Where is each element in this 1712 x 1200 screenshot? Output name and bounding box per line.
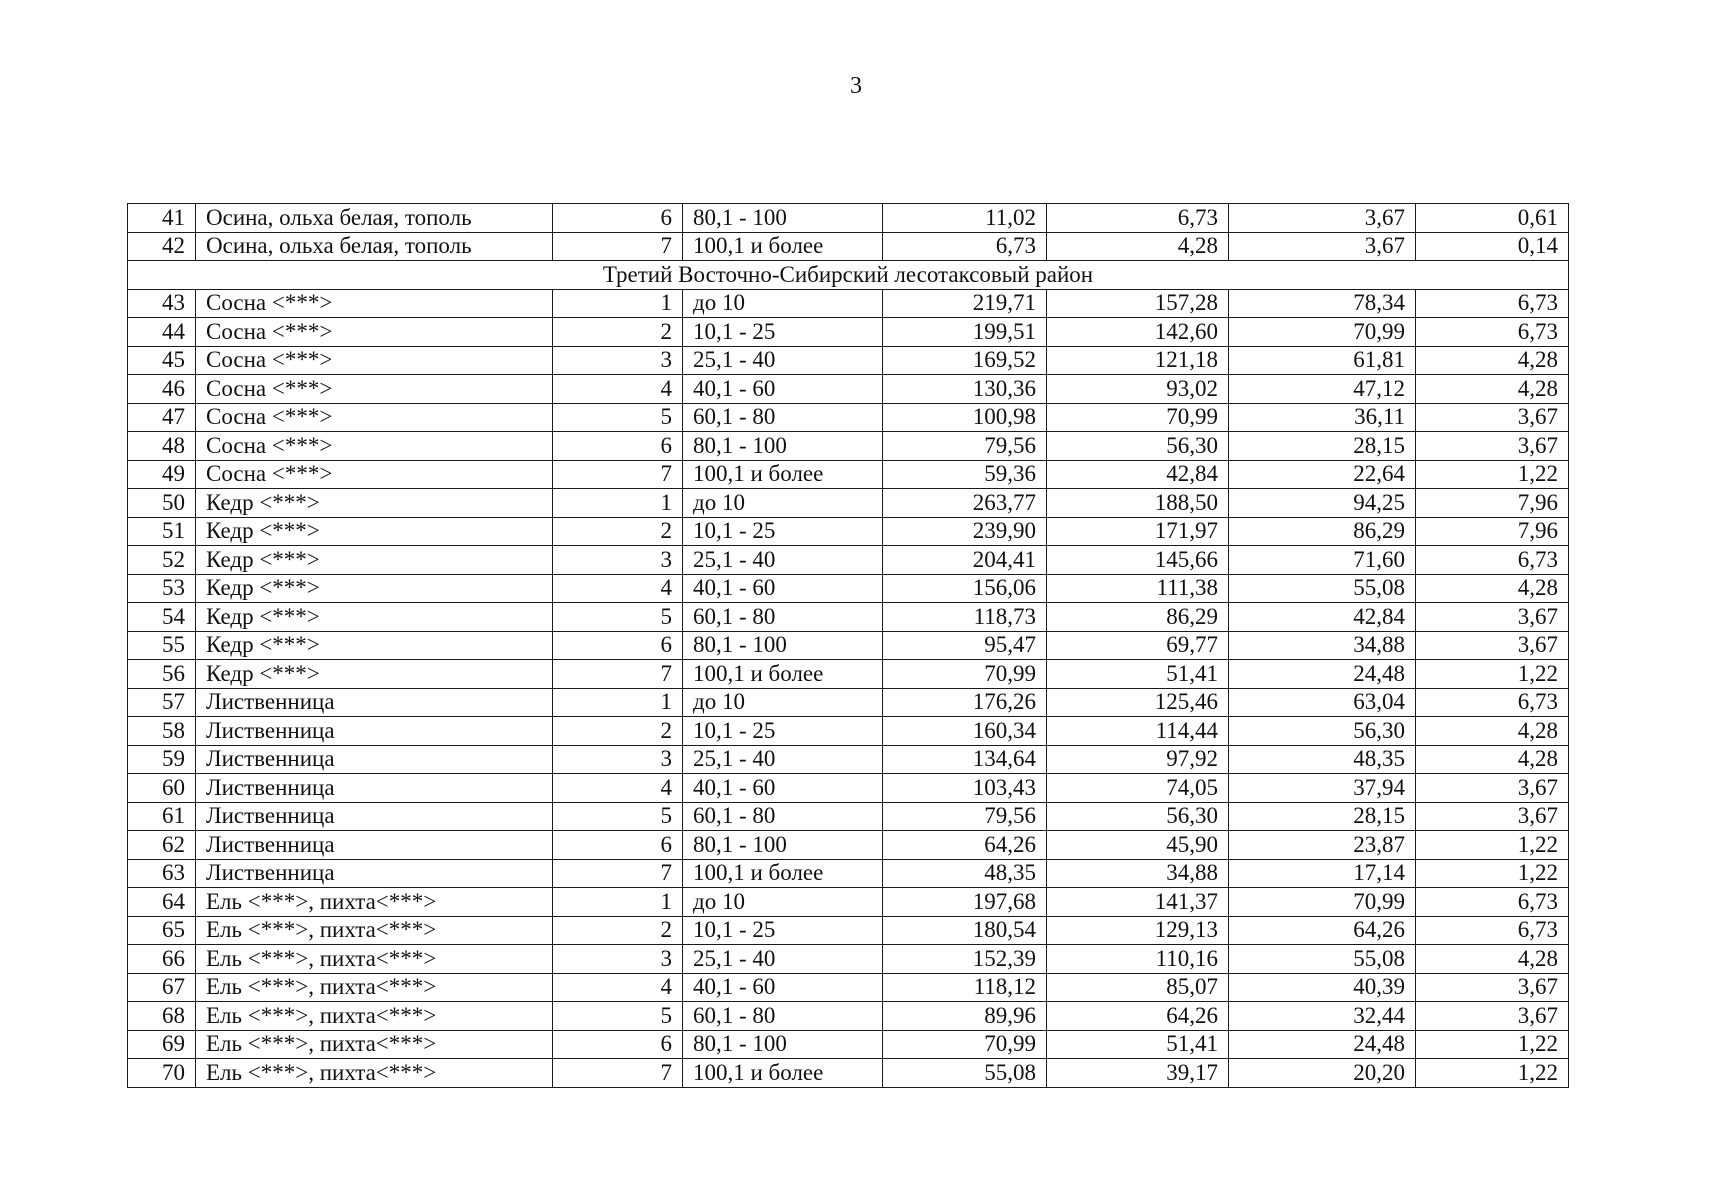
rate-value-4: 4,28 — [1416, 745, 1569, 774]
class-number: 3 — [553, 945, 683, 974]
rate-value-2: 85,07 — [1047, 973, 1229, 1002]
rate-value-2: 45,90 — [1047, 831, 1229, 860]
rate-value-1: 152,39 — [883, 945, 1047, 974]
rate-value-1: 6,73 — [883, 232, 1047, 261]
rate-value-3: 40,39 — [1229, 973, 1416, 1002]
rate-value-4: 3,67 — [1416, 432, 1569, 461]
rate-value-1: 176,26 — [883, 688, 1047, 717]
rate-value-3: 3,67 — [1229, 204, 1416, 233]
diameter-range: 40,1 - 60 — [683, 375, 883, 404]
row-number: 63 — [128, 859, 196, 888]
class-number: 7 — [553, 460, 683, 489]
rate-value-1: 79,56 — [883, 432, 1047, 461]
rate-value-1: 239,90 — [883, 517, 1047, 546]
class-number: 6 — [553, 204, 683, 233]
table-row — [128, 232, 1569, 261]
species-name: Осина, ольха белая, тополь — [196, 232, 553, 261]
table-row — [128, 574, 1569, 603]
rate-value-3: 86,29 — [1229, 517, 1416, 546]
diameter-range: 60,1 - 80 — [683, 403, 883, 432]
diameter-range: до 10 — [683, 688, 883, 717]
rate-value-2: 141,37 — [1047, 888, 1229, 917]
rate-value-3: 56,30 — [1229, 717, 1416, 746]
rate-value-3: 55,08 — [1229, 945, 1416, 974]
rate-value-3: 24,48 — [1229, 1030, 1416, 1059]
row-number: 70 — [128, 1059, 196, 1088]
rate-value-3: 70,99 — [1229, 318, 1416, 347]
row-number: 53 — [128, 574, 196, 603]
row-number: 62 — [128, 831, 196, 860]
class-number: 6 — [553, 432, 683, 461]
species-name: Сосна <***> — [196, 403, 553, 432]
table-row — [128, 460, 1569, 489]
rate-value-2: 56,30 — [1047, 432, 1229, 461]
rate-value-2: 6,73 — [1047, 204, 1229, 233]
species-name: Лиственница — [196, 802, 553, 831]
rate-value-1: 89,96 — [883, 1002, 1047, 1031]
table-row — [128, 888, 1569, 917]
row-number: 44 — [128, 318, 196, 347]
diameter-range: 80,1 - 100 — [683, 204, 883, 233]
diameter-range: 80,1 - 100 — [683, 631, 883, 660]
table-row — [128, 631, 1569, 660]
rate-value-1: 48,35 — [883, 859, 1047, 888]
rate-value-3: 22,64 — [1229, 460, 1416, 489]
class-number: 4 — [553, 973, 683, 1002]
row-number: 68 — [128, 1002, 196, 1031]
species-name: Кедр <***> — [196, 489, 553, 518]
rate-value-4: 4,28 — [1416, 375, 1569, 404]
class-number: 7 — [553, 660, 683, 689]
rate-value-2: 145,66 — [1047, 546, 1229, 575]
row-number: 48 — [128, 432, 196, 461]
rate-value-3: 78,34 — [1229, 289, 1416, 318]
table-row — [128, 945, 1569, 974]
class-number: 2 — [553, 517, 683, 546]
rate-value-1: 70,99 — [883, 1030, 1047, 1059]
species-name: Кедр <***> — [196, 574, 553, 603]
species-name: Лиственница — [196, 774, 553, 803]
rate-value-1: 118,73 — [883, 603, 1047, 632]
rate-value-4: 7,96 — [1416, 517, 1569, 546]
rate-value-1: 197,68 — [883, 888, 1047, 917]
row-number: 64 — [128, 888, 196, 917]
rate-value-4: 4,28 — [1416, 346, 1569, 375]
table-row — [128, 717, 1569, 746]
row-number: 47 — [128, 403, 196, 432]
table-row — [128, 745, 1569, 774]
rate-value-2: 69,77 — [1047, 631, 1229, 660]
species-name: Кедр <***> — [196, 660, 553, 689]
row-number: 60 — [128, 774, 196, 803]
rate-value-3: 32,44 — [1229, 1002, 1416, 1031]
table-row — [128, 517, 1569, 546]
class-number: 1 — [553, 688, 683, 717]
diameter-range: 60,1 - 80 — [683, 1002, 883, 1031]
rate-value-2: 39,17 — [1047, 1059, 1229, 1088]
rate-value-3: 42,84 — [1229, 603, 1416, 632]
class-number: 7 — [553, 1059, 683, 1088]
table-row — [128, 204, 1569, 233]
rate-value-4: 3,67 — [1416, 403, 1569, 432]
row-number: 54 — [128, 603, 196, 632]
rate-value-1: 11,02 — [883, 204, 1047, 233]
rate-value-4: 3,67 — [1416, 802, 1569, 831]
class-number: 4 — [553, 574, 683, 603]
table-row — [128, 688, 1569, 717]
rate-value-4: 3,67 — [1416, 603, 1569, 632]
row-number: 49 — [128, 460, 196, 489]
class-number: 6 — [553, 1030, 683, 1059]
table-row — [128, 774, 1569, 803]
rate-value-2: 157,28 — [1047, 289, 1229, 318]
table-row — [128, 375, 1569, 404]
class-number: 1 — [553, 888, 683, 917]
class-number: 6 — [553, 831, 683, 860]
species-name: Ель <***>, пихта<***> — [196, 1059, 553, 1088]
rate-value-3: 48,35 — [1229, 745, 1416, 774]
rate-value-3: 37,94 — [1229, 774, 1416, 803]
diameter-range: 80,1 - 100 — [683, 1030, 883, 1059]
rate-value-1: 180,54 — [883, 916, 1047, 945]
table-row — [128, 403, 1569, 432]
row-number: 50 — [128, 489, 196, 518]
rate-value-1: 70,99 — [883, 660, 1047, 689]
table-row — [128, 802, 1569, 831]
table-row — [128, 916, 1569, 945]
class-number: 5 — [553, 403, 683, 432]
row-number: 51 — [128, 517, 196, 546]
rate-value-1: 169,52 — [883, 346, 1047, 375]
diameter-range: 100,1 и более — [683, 660, 883, 689]
species-name: Лиственница — [196, 688, 553, 717]
table-row — [128, 831, 1569, 860]
page-number: 3 — [850, 73, 862, 99]
rate-value-2: 93,02 — [1047, 375, 1229, 404]
rate-value-4: 3,67 — [1416, 973, 1569, 1002]
rate-value-2: 125,46 — [1047, 688, 1229, 717]
rate-value-3: 17,14 — [1229, 859, 1416, 888]
section-title: Третий Восточно-Сибирский лесотаксовый район — [128, 261, 1569, 290]
table-body — [128, 204, 1569, 1088]
rate-value-2: 111,38 — [1047, 574, 1229, 603]
row-number: 61 — [128, 802, 196, 831]
rate-value-1: 118,12 — [883, 973, 1047, 1002]
rate-value-3: 71,60 — [1229, 546, 1416, 575]
row-number: 56 — [128, 660, 196, 689]
rate-value-2: 97,92 — [1047, 745, 1229, 774]
diameter-range: 60,1 - 80 — [683, 603, 883, 632]
rate-value-4: 6,73 — [1416, 546, 1569, 575]
row-number: 43 — [128, 289, 196, 318]
rate-value-3: 24,48 — [1229, 660, 1416, 689]
section-header-row — [128, 261, 1569, 290]
rate-value-4: 1,22 — [1416, 831, 1569, 860]
diameter-range: 80,1 - 100 — [683, 831, 883, 860]
rate-value-3: 23,87 — [1229, 831, 1416, 860]
row-number: 66 — [128, 945, 196, 974]
table-row — [128, 289, 1569, 318]
rate-value-4: 1,22 — [1416, 859, 1569, 888]
species-name: Лиственница — [196, 831, 553, 860]
rate-value-3: 70,99 — [1229, 888, 1416, 917]
diameter-range: 10,1 - 25 — [683, 717, 883, 746]
row-number: 67 — [128, 973, 196, 1002]
rate-value-2: 171,97 — [1047, 517, 1229, 546]
table-row — [128, 1030, 1569, 1059]
diameter-range: 25,1 - 40 — [683, 945, 883, 974]
rate-value-2: 51,41 — [1047, 1030, 1229, 1059]
table-row — [128, 660, 1569, 689]
rate-value-4: 1,22 — [1416, 460, 1569, 489]
rate-value-3: 20,20 — [1229, 1059, 1416, 1088]
diameter-range: 100,1 и более — [683, 460, 883, 489]
species-name: Осина, ольха белая, тополь — [196, 204, 553, 233]
row-number: 52 — [128, 546, 196, 575]
rate-value-2: 114,44 — [1047, 717, 1229, 746]
species-name: Ель <***>, пихта<***> — [196, 945, 553, 974]
rate-value-3: 36,11 — [1229, 403, 1416, 432]
class-number: 3 — [553, 546, 683, 575]
rate-value-1: 156,06 — [883, 574, 1047, 603]
rate-value-2: 110,16 — [1047, 945, 1229, 974]
rate-value-3: 55,08 — [1229, 574, 1416, 603]
species-name: Сосна <***> — [196, 289, 553, 318]
class-number: 1 — [553, 289, 683, 318]
diameter-range: до 10 — [683, 888, 883, 917]
class-number: 4 — [553, 375, 683, 404]
class-number: 2 — [553, 717, 683, 746]
table-row — [128, 432, 1569, 461]
row-number: 55 — [128, 631, 196, 660]
rate-value-4: 0,61 — [1416, 204, 1569, 233]
rate-value-2: 74,05 — [1047, 774, 1229, 803]
class-number: 5 — [553, 603, 683, 632]
rate-value-1: 79,56 — [883, 802, 1047, 831]
rate-value-4: 4,28 — [1416, 574, 1569, 603]
rate-value-3: 61,81 — [1229, 346, 1416, 375]
rate-value-2: 142,60 — [1047, 318, 1229, 347]
rate-value-4: 3,67 — [1416, 631, 1569, 660]
rate-value-4: 6,73 — [1416, 888, 1569, 917]
rate-value-4: 3,67 — [1416, 1002, 1569, 1031]
diameter-range: 40,1 - 60 — [683, 574, 883, 603]
diameter-range: до 10 — [683, 289, 883, 318]
table-row — [128, 346, 1569, 375]
species-name: Ель <***>, пихта<***> — [196, 888, 553, 917]
rate-value-1: 64,26 — [883, 831, 1047, 860]
species-name: Кедр <***> — [196, 517, 553, 546]
rate-value-4: 4,28 — [1416, 717, 1569, 746]
rate-value-3: 94,25 — [1229, 489, 1416, 518]
species-name: Сосна <***> — [196, 432, 553, 461]
rate-value-2: 64,26 — [1047, 1002, 1229, 1031]
rates-table — [127, 203, 1569, 1088]
rate-value-1: 199,51 — [883, 318, 1047, 347]
table-row — [128, 1002, 1569, 1031]
row-number: 65 — [128, 916, 196, 945]
rate-value-4: 1,22 — [1416, 660, 1569, 689]
rate-value-1: 134,64 — [883, 745, 1047, 774]
species-name: Кедр <***> — [196, 603, 553, 632]
class-number: 5 — [553, 802, 683, 831]
species-name: Лиственница — [196, 745, 553, 774]
class-number: 7 — [553, 232, 683, 261]
rate-value-1: 55,08 — [883, 1059, 1047, 1088]
row-number: 59 — [128, 745, 196, 774]
species-name: Сосна <***> — [196, 346, 553, 375]
rate-value-4: 6,73 — [1416, 318, 1569, 347]
class-number: 2 — [553, 916, 683, 945]
row-number: 42 — [128, 232, 196, 261]
table-row — [128, 546, 1569, 575]
rate-value-1: 130,36 — [883, 375, 1047, 404]
diameter-range: 10,1 - 25 — [683, 318, 883, 347]
rate-value-3: 28,15 — [1229, 802, 1416, 831]
species-name: Кедр <***> — [196, 631, 553, 660]
rate-value-3: 47,12 — [1229, 375, 1416, 404]
class-number: 3 — [553, 346, 683, 375]
rate-value-2: 86,29 — [1047, 603, 1229, 632]
species-name: Ель <***>, пихта<***> — [196, 1030, 553, 1059]
rate-value-4: 1,22 — [1416, 1030, 1569, 1059]
class-number: 2 — [553, 318, 683, 347]
species-name: Сосна <***> — [196, 318, 553, 347]
table-row — [128, 318, 1569, 347]
diameter-range: 40,1 - 60 — [683, 774, 883, 803]
rate-value-2: 188,50 — [1047, 489, 1229, 518]
diameter-range: 60,1 - 80 — [683, 802, 883, 831]
rate-value-2: 129,13 — [1047, 916, 1229, 945]
rate-value-1: 204,41 — [883, 546, 1047, 575]
table-row — [128, 603, 1569, 632]
species-name: Лиственница — [196, 717, 553, 746]
table-row — [128, 489, 1569, 518]
species-name: Ель <***>, пихта<***> — [196, 1002, 553, 1031]
row-number: 45 — [128, 346, 196, 375]
row-number: 58 — [128, 717, 196, 746]
class-number: 1 — [553, 489, 683, 518]
diameter-range: 25,1 - 40 — [683, 546, 883, 575]
rate-value-4: 7,96 — [1416, 489, 1569, 518]
diameter-range: 25,1 - 40 — [683, 745, 883, 774]
diameter-range: 10,1 - 25 — [683, 916, 883, 945]
rate-value-4: 6,73 — [1416, 916, 1569, 945]
diameter-range: 25,1 - 40 — [683, 346, 883, 375]
class-number: 3 — [553, 745, 683, 774]
rate-value-1: 59,36 — [883, 460, 1047, 489]
table-row — [128, 973, 1569, 1002]
rate-value-2: 42,84 — [1047, 460, 1229, 489]
species-name: Сосна <***> — [196, 375, 553, 404]
diameter-range: 100,1 и более — [683, 859, 883, 888]
class-number: 6 — [553, 631, 683, 660]
rate-value-4: 0,14 — [1416, 232, 1569, 261]
rate-value-2: 4,28 — [1047, 232, 1229, 261]
table-row — [128, 1059, 1569, 1088]
rate-value-1: 100,98 — [883, 403, 1047, 432]
table-row — [128, 859, 1569, 888]
row-number: 69 — [128, 1030, 196, 1059]
rate-value-2: 34,88 — [1047, 859, 1229, 888]
rate-value-4: 6,73 — [1416, 289, 1569, 318]
species-name: Сосна <***> — [196, 460, 553, 489]
rate-value-3: 63,04 — [1229, 688, 1416, 717]
rate-value-1: 103,43 — [883, 774, 1047, 803]
diameter-range: 40,1 - 60 — [683, 973, 883, 1002]
rate-value-2: 56,30 — [1047, 802, 1229, 831]
diameter-range: 10,1 - 25 — [683, 517, 883, 546]
rate-value-3: 64,26 — [1229, 916, 1416, 945]
species-name: Ель <***>, пихта<***> — [196, 916, 553, 945]
rate-value-4: 6,73 — [1416, 688, 1569, 717]
diameter-range: до 10 — [683, 489, 883, 518]
diameter-range: 80,1 - 100 — [683, 432, 883, 461]
diameter-range: 100,1 и более — [683, 1059, 883, 1088]
rate-value-2: 70,99 — [1047, 403, 1229, 432]
class-number: 7 — [553, 859, 683, 888]
rate-value-2: 51,41 — [1047, 660, 1229, 689]
row-number: 41 — [128, 204, 196, 233]
class-number: 4 — [553, 774, 683, 803]
rate-value-3: 28,15 — [1229, 432, 1416, 461]
rate-value-3: 34,88 — [1229, 631, 1416, 660]
rate-value-1: 263,77 — [883, 489, 1047, 518]
rate-value-3: 3,67 — [1229, 232, 1416, 261]
row-number: 46 — [128, 375, 196, 404]
species-name: Кедр <***> — [196, 546, 553, 575]
class-number: 5 — [553, 1002, 683, 1031]
rate-value-1: 219,71 — [883, 289, 1047, 318]
rate-value-4: 1,22 — [1416, 1059, 1569, 1088]
rate-value-1: 160,34 — [883, 717, 1047, 746]
rate-value-1: 95,47 — [883, 631, 1047, 660]
diameter-range: 100,1 и более — [683, 232, 883, 261]
rate-value-4: 4,28 — [1416, 945, 1569, 974]
species-name: Лиственница — [196, 859, 553, 888]
rate-value-2: 121,18 — [1047, 346, 1229, 375]
species-name: Ель <***>, пихта<***> — [196, 973, 553, 1002]
row-number: 57 — [128, 688, 196, 717]
rate-value-4: 3,67 — [1416, 774, 1569, 803]
